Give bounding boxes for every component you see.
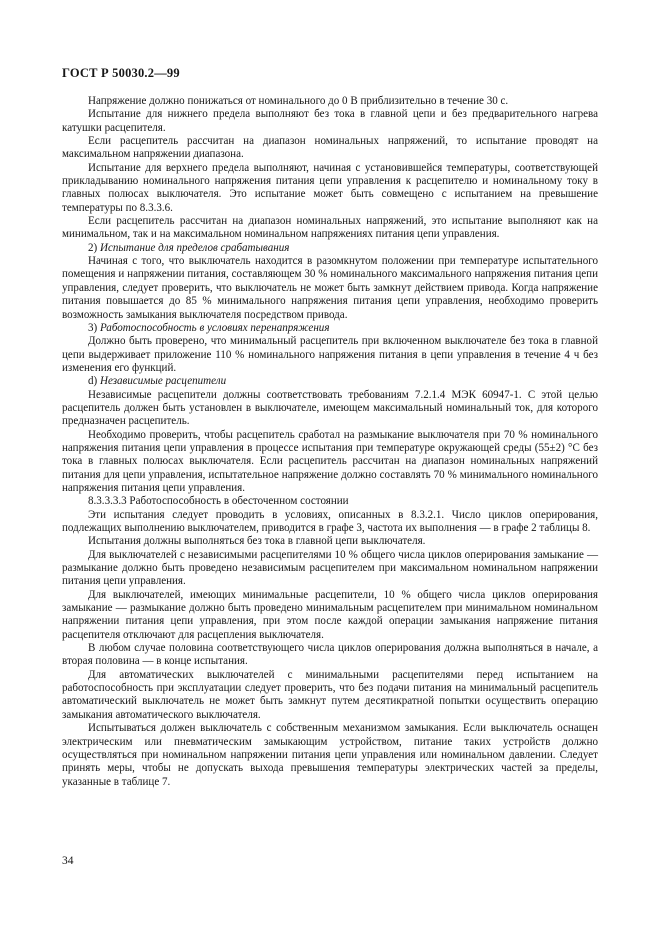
paragraph: Испытание для верхнего предела выполняют, начиная с установившейся температуры, соответствующей прикладыванию номинального напряжения питания цепи управления к расцепителю и номинальному току в главных полюсах выключателя. Это испытание может быть совмещено с испытанием на превышение температуры по 8.3.3.6. <box>62 161 598 214</box>
section-heading: 8.3.3.3.3 Работоспособность в обесточенном состоянии <box>88 495 349 508</box>
subsection-number: 2) <box>88 241 98 254</box>
paragraph: Для автоматических выключателей с минимальными расцепителями перед испытанием на работоспособность при эксплуатации следует проверить, что без подачи питания на минимальный расцепитель автоматический выключатель не может быть замкнут путем десятикратной попытки осуществить операцию замыкания автоматического выключателя. <box>62 668 598 721</box>
subsection-heading <box>62 375 598 388</box>
paragraph: Испытания должны выполняться без тока в главной цепи выключателя. <box>88 535 426 548</box>
subsection-heading <box>62 322 598 335</box>
paragraph: Необходимо проверить, чтобы расцепитель сработал на размыкание выключателя при 70 % номинального напряжения питания цепи управления в процессе испытания при температуре окружающей среды (55±2) °С без тока в главных полюсах выключателя. Если расцепитель рассчитан на диапазон номинальных напряжений питания для цепи управления, испытательное напряжение должно составлять 70 % минимального номинального напряжения питания цепи управления. <box>62 428 598 494</box>
page-number: 34 <box>62 855 74 867</box>
subsection-heading <box>62 242 598 255</box>
subsection-title: Испытание для пределов срабатывания <box>99 241 290 254</box>
paragraph: Испытываться должен выключатель с собственным механизмом замыкания. Если выключатель оснащен электрическим или пневматическим замыкающим устройством, питание таких устройств должно осуществляться при номинальном напряжении питания цепи управления или номинальном давлении. Следует принять меры, чтобы не допускать выхода превышения температуры электрических частей за пределы, указанные в таблице 7. <box>62 722 598 788</box>
paragraph: В любом случае половина соответствующего числа циклов оперирования должна выполняться в начале, а вторая половина — в конце испытания. <box>62 642 598 668</box>
paragraph: Для выключателей с независимыми расцепителями 10 % общего числа циклов оперирования замыкание — размыкание должно быть проведено независимым расцепителем при максимальном номинальном напряжении питания цепи управления. <box>62 548 598 588</box>
subsection-title: Работоспособность в условиях перенапряжения <box>99 321 330 334</box>
subsection-number: d) <box>88 375 98 388</box>
paragraph: Испытание для нижнего предела выполняют без тока в главной цепи и без предварительного нагрева катушки расцепителя. <box>62 108 598 134</box>
paragraph: Если расцепитель рассчитан на диапазон номинальных напряжений, то испытание проводят на максимальном напряжении диапазона. <box>62 135 598 161</box>
subsection-number: 3) <box>88 321 98 334</box>
paragraph: Должно быть проверено, что минимальный расцепитель при включенном выключателе без тока в главной цепи выдерживает приложение 110 % номинального напряжения питания в цепи управления в течение 4 ч без изменения его функций. <box>62 335 598 374</box>
document-header: ГОСТ Р 50030.2—99 <box>62 66 180 80</box>
paragraph: Эти испытания следует проводить в условиях, описанных в 8.3.2.1. Число циклов оперирования, подлежащих выполнению выключателем, приводится в графе 3, частота их выполнения — в графе 2 таблицы 8. <box>62 508 598 534</box>
paragraph: Напряжение должно понижаться от номинального до 0 В приблизительно в течение 30 с. <box>88 95 509 107</box>
document-body <box>62 95 598 789</box>
subsection-title: Независимые расцепители <box>99 375 227 388</box>
paragraph: Начиная с того, что выключатель находится в разомкнутом положении при температуре испытательного помещения и напряжении питания, составляющем 30 % номинального максимального напряжения питания цепи управления, следует проверить, что выключатель не может быть замкнут действием привода. Когда напряжение питания повышается до 85 % минимального напряжения питания цепи управления, необходимо проверить возможность замыкания выключателя посредством привода. <box>62 255 598 321</box>
paragraph: Для выключателей, имеющих минимальные расцепители, 10 % общего числа циклов оперирования замыкание — размыкание должно быть проведено минимальным расцепителем при минимальном номинальном напряжении питания цепи управления, при этом после каждой операции замыкания напряжение питания расцепителя отключают для расцепления выключателя. <box>62 588 598 641</box>
paragraph: Независимые расцепители должны соответствовать требованиям 7.2.1.4 МЭК 60947-1. С этой целью расцепитель должен быть установлен в выключателе, имеющем максимальный номинальный ток, для которого предназначен расцепитель. <box>62 388 598 428</box>
paragraph: Если расцепитель рассчитан на диапазон номинальных напряжений, это испытание выполняют как на минимальном, так и на максимальном номинальном напряжениях питания цепи управления. <box>62 215 598 241</box>
